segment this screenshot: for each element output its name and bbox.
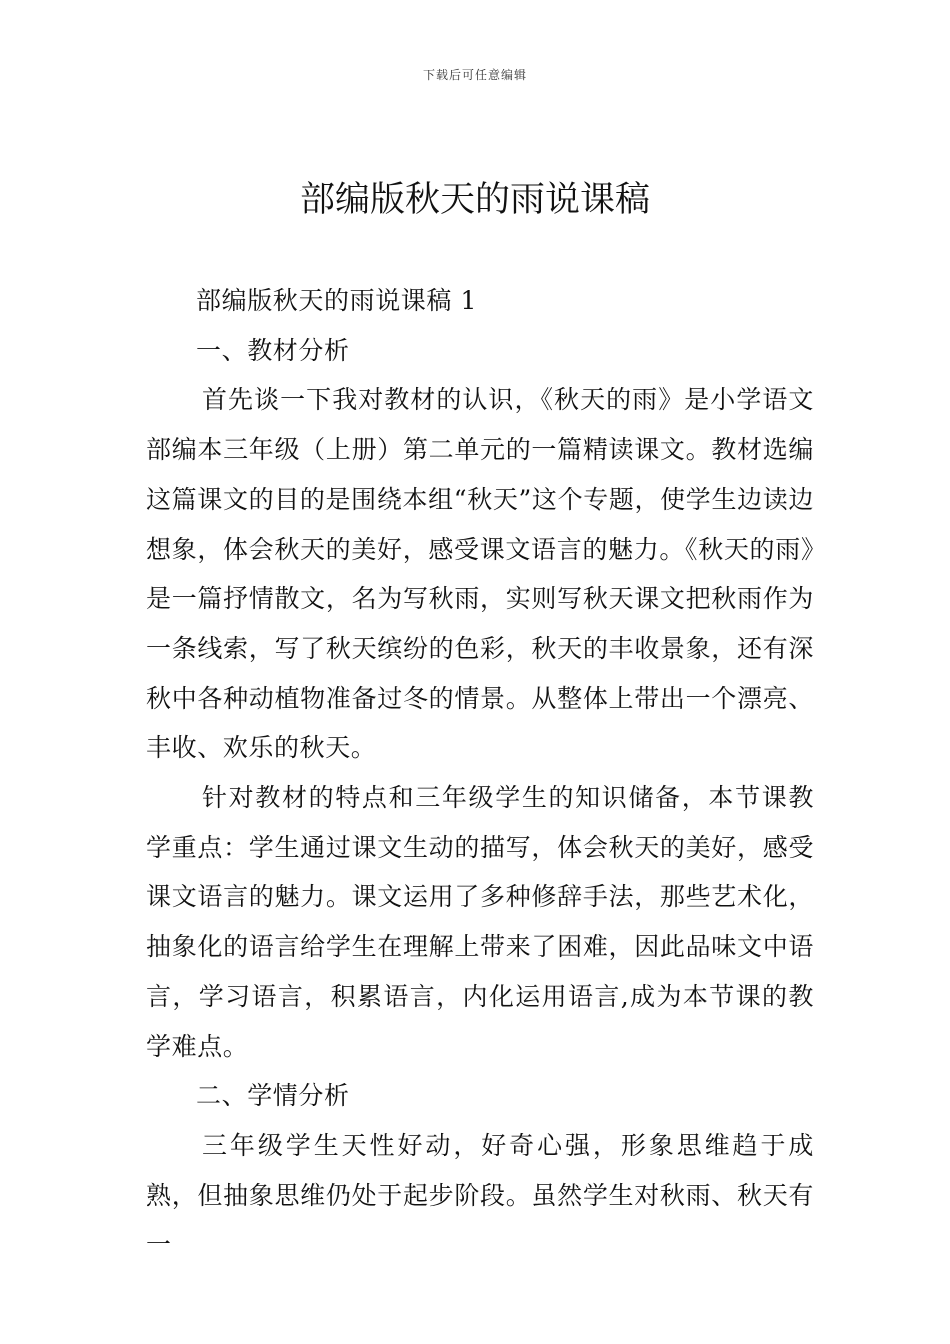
- document-body: [146, 276, 814, 1270]
- header-note: 下载后可任意编辑: [422, 68, 527, 82]
- section-heading-student-analysis: 二、学情分析: [196, 1081, 350, 1111]
- paragraph-textbook-understanding: 首先谈一下我对教材的认识，《秋天的雨》是小学语文部编本三年级（上册）第二单元的一篇精读课文。教材选编这篇课文的目的是围绕本组“秋天”这个专题，使学生边读边想象，体会秋天的美好，感受课文语言的魅力。《秋天的雨》是一篇抒情散文，名为写秋雨，实则写秋天课文把秋雨作为一条线索，写了秋天缤纷的色彩，秋天的丰收景象，还有深秋中各种动植物准备过冬的情景。从整体上带出一个漂亮、丰收、欢乐的秋天。: [146, 385, 814, 763]
- section-heading-textbook-analysis: 一、教材分析: [196, 335, 350, 365]
- document-title: 部编版秋天的雨说课稿: [299, 180, 650, 220]
- subtitle-line: 部编版秋天的雨说课稿 1: [196, 286, 478, 315]
- paragraph-teaching-focus: 针对教材的特点和三年级学生的知识储备，本节课教学重点：学生通过课文生动的描写，体会秋天的美好，感受课文语言的魅力。课文运用了多种修辞手法，那些艺术化，抽象化的语言给学生在理解上带来了困难，因此品味文中语言，学习语言，积累语言，内化运用语言,成为本节课的教学难点。: [146, 783, 814, 1061]
- paragraph-student-traits: 三年级学生天性好动，好奇心强，形象思维趋于成熟，但抽象思维仍处于起步阶段。虽然学生对秋雨、秋天有一: [146, 1130, 814, 1260]
